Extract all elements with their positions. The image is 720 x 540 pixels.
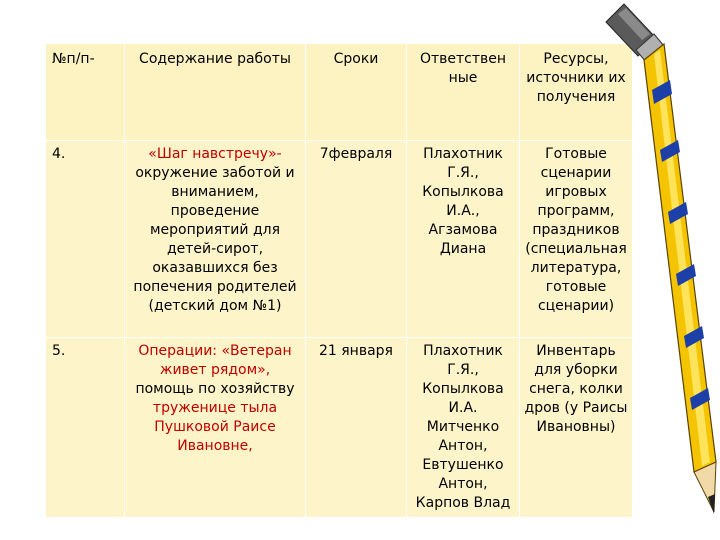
header-content: Содержание работы (125, 44, 306, 141)
row-date: 7февраля (306, 141, 407, 338)
row-content-text: окружение заботой и вниманием, проведение мероприятий для детей-сирот, оказавшихся без попечения родителей (детский дом №1) (133, 165, 297, 314)
work-plan-table (45, 43, 633, 518)
row-number: 5. (46, 338, 125, 518)
table-header-row (46, 44, 633, 141)
header-responsible: Ответствен ные (407, 44, 520, 141)
row-content-text: помощь по хозяйству (135, 381, 295, 397)
row-number: 4. (46, 141, 125, 338)
row-content-highlight-2: труженице тыла Пушковой Раисе Ивановне, (152, 400, 278, 454)
row-content (125, 141, 306, 338)
header-resources: Ресурсы, источники их получения (520, 44, 633, 141)
row-date: 21 января (306, 338, 407, 518)
header-number: №п/п- (46, 44, 125, 141)
row-responsible: Плахотник Г.Я., Копылкова И.А., Агзамова Диана (407, 141, 520, 338)
pencil-icon (606, 4, 716, 514)
row-content (125, 338, 306, 518)
row-content-highlight: «Шаг навстречу»- (148, 146, 282, 162)
pencil-illustration (598, 0, 720, 540)
row-resources: Инвентарь для уборки снега, колки дров (у Раисы Ивановны) (520, 338, 633, 518)
table-row (46, 141, 633, 338)
row-resources: Готовые сценарии игровых программ, праздников (специальная литература, готовые сценарии) (520, 141, 633, 338)
header-dates: Сроки (306, 44, 407, 141)
row-responsible: Плахотник Г.Я., Копылкова И.А. Митченко Антон, Евтушенко Антон, Карпов Влад (407, 338, 520, 518)
row-content-highlight: Операции: «Ветеран живет рядом», (138, 343, 292, 378)
table-row (46, 338, 633, 518)
